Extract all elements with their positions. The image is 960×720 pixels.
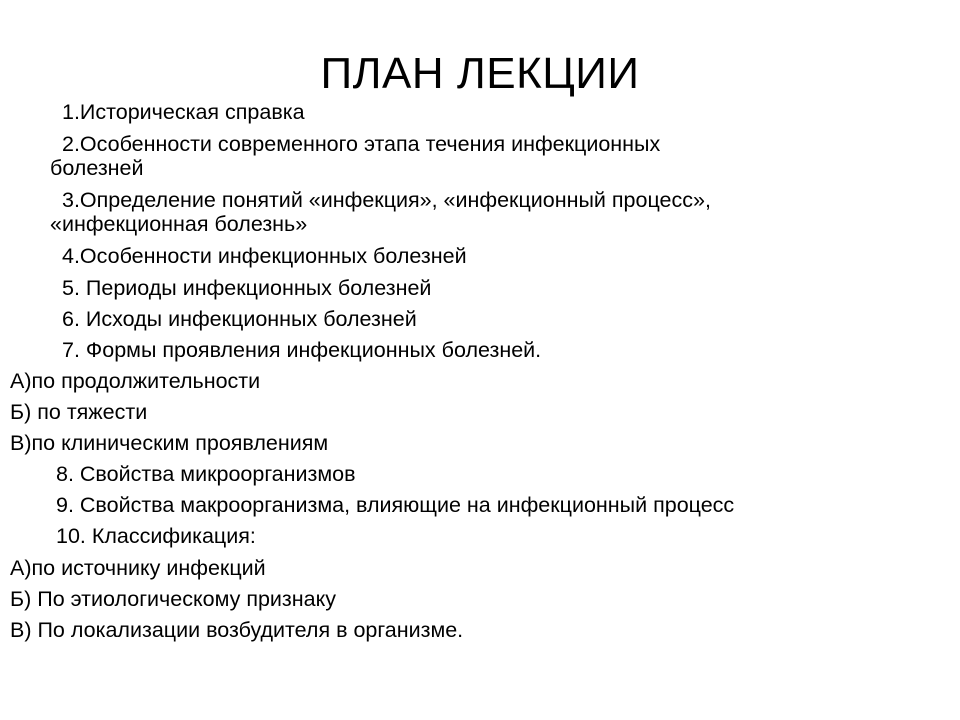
plan-subitem-10a: А)по источнику инфекций <box>10 556 266 580</box>
plan-item-5: 5. Периоды инфекционных болезней <box>62 276 432 300</box>
plan-item-3-continued: «инфекционная болезнь» <box>50 212 308 236</box>
plan-item-4: 4.Особенности инфекционных болезней <box>62 244 467 268</box>
plan-item-9: 9. Свойства макроорганизма, влияющие на инфекционный процесс <box>56 493 735 517</box>
plan-subitem-7a: А)по продолжительности <box>10 369 261 393</box>
plan-subitem-7b: Б) по тяжести <box>10 400 148 424</box>
plan-subitem-10b: Б) По этиологическому признаку <box>10 587 337 611</box>
plan-item-3: 3.Определение понятий «инфекция», «инфекционный процесс», <box>62 188 711 212</box>
plan-item-6: 6. Исходы инфекционных болезней <box>62 307 417 331</box>
plan-item-10: 10. Классификация: <box>56 524 256 548</box>
plan-item-2: 2.Особенности современного этапа течения инфекционных <box>62 132 661 156</box>
plan-item-8: 8. Свойства микроорганизмов <box>56 462 356 486</box>
plan-item-2-continued: болезней <box>50 156 144 180</box>
slide-title: ПЛАН ЛЕКЦИИ <box>320 49 640 98</box>
plan-item-1: 1.Историческая справка <box>62 100 305 124</box>
plan-subitem-10c: В) По локализации возбудителя в организме. <box>10 618 464 642</box>
plan-item-7: 7. Формы проявления инфекционных болезней. <box>62 338 542 362</box>
plan-subitem-7c: В)по клиническим проявлениям <box>10 431 329 455</box>
